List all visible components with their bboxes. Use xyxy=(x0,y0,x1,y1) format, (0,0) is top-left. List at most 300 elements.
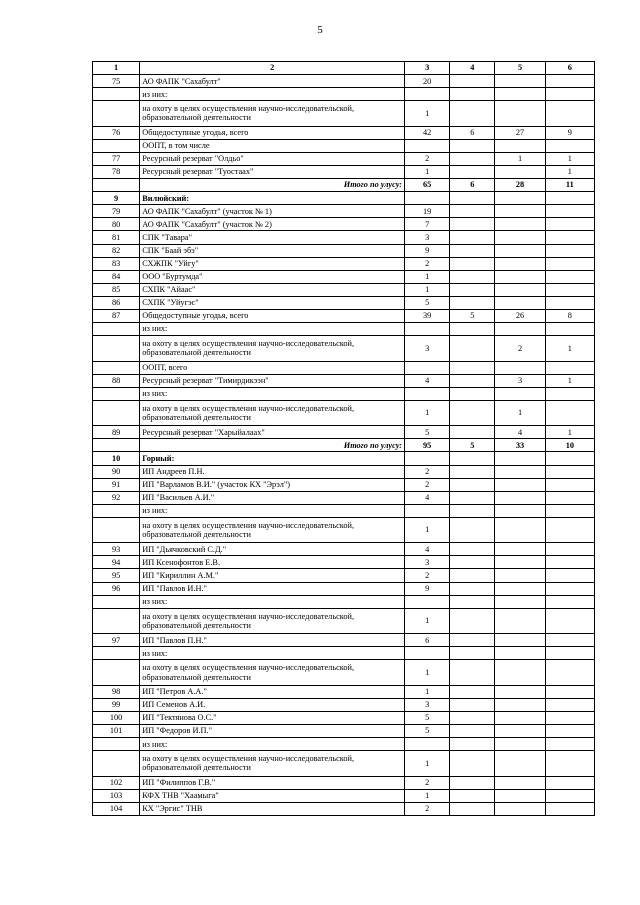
row-name-cell: ИП "Павлов П.Н." xyxy=(140,634,405,647)
row-name-cell: ИП Андреев П.Н. xyxy=(140,465,405,478)
value-cell xyxy=(495,491,545,504)
value-cell: 42 xyxy=(405,126,450,139)
row-number-cell: 9 xyxy=(93,192,140,205)
table-row xyxy=(93,776,595,789)
table-row xyxy=(93,361,595,374)
value-cell xyxy=(495,543,545,556)
table-row xyxy=(93,75,595,88)
table-row xyxy=(93,101,595,126)
value-cell xyxy=(495,283,545,296)
row-name-cell: Итого по улусу: xyxy=(140,439,405,452)
value-cell: 3 xyxy=(405,336,450,361)
value-cell: 1 xyxy=(405,608,450,633)
value-cell: 7 xyxy=(405,218,450,231)
value-cell: 1 xyxy=(405,165,450,178)
table-row xyxy=(93,582,595,595)
value-cell: 26 xyxy=(495,309,545,322)
row-name-cell: АО ФАПК "Сахабулт" (участок № 1) xyxy=(140,205,405,218)
table-row xyxy=(93,139,595,152)
value-cell xyxy=(450,685,495,698)
value-cell: 6 xyxy=(450,126,495,139)
header-cell: 5 xyxy=(495,62,545,75)
row-name-cell: СПК "Баай эбэ" xyxy=(140,244,405,257)
value-cell xyxy=(545,88,594,101)
value-cell: 4 xyxy=(405,543,450,556)
row-number-cell xyxy=(93,439,140,452)
total-row xyxy=(93,439,595,452)
row-name-cell: КХ "Эргис" ТНВ xyxy=(140,802,405,815)
row-number-cell xyxy=(93,387,140,400)
header-cell: 1 xyxy=(93,62,140,75)
value-cell xyxy=(405,192,450,205)
value-cell: 1 xyxy=(405,101,450,126)
row-number-cell: 102 xyxy=(93,776,140,789)
page-number: 5 xyxy=(317,24,323,36)
row-number-cell xyxy=(93,88,140,101)
table-row xyxy=(93,257,595,270)
value-cell xyxy=(545,270,594,283)
value-cell: 10 xyxy=(545,439,594,452)
value-cell: 11 xyxy=(545,179,594,192)
value-cell: 2 xyxy=(405,478,450,491)
value-cell xyxy=(495,165,545,178)
value-cell xyxy=(405,323,450,336)
value-cell: 9 xyxy=(545,126,594,139)
table-row xyxy=(93,478,595,491)
row-name-cell: из них: xyxy=(140,504,405,517)
value-cell xyxy=(405,595,450,608)
value-cell: 3 xyxy=(405,231,450,244)
row-name-cell: СХЖПК "Уйгу" xyxy=(140,257,405,270)
row-name-cell: на охоту в целях осуществления научно-исследовательской, образовательной деятельности xyxy=(140,101,405,126)
row-number-cell xyxy=(93,517,140,542)
value-cell: 5 xyxy=(405,296,450,309)
value-cell xyxy=(495,685,545,698)
row-name-cell: АО ФАПК "Сахабулт" (участок № 2) xyxy=(140,218,405,231)
table-row xyxy=(93,244,595,257)
row-number-cell: 84 xyxy=(93,270,140,283)
value-cell: 1 xyxy=(405,660,450,685)
value-cell xyxy=(495,608,545,633)
section-row xyxy=(93,192,595,205)
value-cell xyxy=(450,244,495,257)
value-cell xyxy=(545,139,594,152)
value-cell xyxy=(495,725,545,738)
row-name-cell: ООО "Буртумда" xyxy=(140,270,405,283)
row-number-cell: 96 xyxy=(93,582,140,595)
value-cell xyxy=(495,387,545,400)
value-cell xyxy=(450,517,495,542)
table-row xyxy=(93,270,595,283)
value-cell xyxy=(495,270,545,283)
table-row xyxy=(93,711,595,724)
header-cell: 2 xyxy=(140,62,405,75)
row-name-cell: из них: xyxy=(140,738,405,751)
value-cell: 5 xyxy=(450,439,495,452)
value-cell xyxy=(545,491,594,504)
row-number-cell: 99 xyxy=(93,698,140,711)
value-cell: 3 xyxy=(405,698,450,711)
value-cell: 65 xyxy=(405,179,450,192)
section-row xyxy=(93,452,595,465)
row-number-cell: 91 xyxy=(93,478,140,491)
value-cell: 27 xyxy=(495,126,545,139)
value-cell xyxy=(450,270,495,283)
value-cell xyxy=(450,647,495,660)
table-row xyxy=(93,387,595,400)
value-cell xyxy=(450,296,495,309)
value-cell xyxy=(545,296,594,309)
value-cell xyxy=(405,387,450,400)
table-row xyxy=(93,231,595,244)
table-body xyxy=(93,62,595,816)
value-cell: 95 xyxy=(405,439,450,452)
row-name-cell: Итого по улусу: xyxy=(140,179,405,192)
value-cell xyxy=(545,685,594,698)
value-cell xyxy=(450,802,495,815)
value-cell xyxy=(450,139,495,152)
value-cell xyxy=(545,789,594,802)
value-cell xyxy=(450,283,495,296)
value-cell xyxy=(545,647,594,660)
value-cell xyxy=(450,738,495,751)
value-cell xyxy=(450,400,495,425)
row-number-cell xyxy=(93,660,140,685)
value-cell xyxy=(450,776,495,789)
value-cell: 1 xyxy=(405,283,450,296)
value-cell xyxy=(545,595,594,608)
table-row xyxy=(93,608,595,633)
value-cell xyxy=(495,504,545,517)
value-cell xyxy=(495,101,545,126)
table-row xyxy=(93,725,595,738)
value-cell: 2 xyxy=(405,802,450,815)
value-cell xyxy=(450,569,495,582)
table-row xyxy=(93,336,595,361)
row-number-cell: 94 xyxy=(93,556,140,569)
row-number-cell: 98 xyxy=(93,685,140,698)
row-name-cell: ИП "Павлов И.Н." xyxy=(140,582,405,595)
value-cell xyxy=(545,634,594,647)
value-cell: 3 xyxy=(495,374,545,387)
value-cell xyxy=(545,400,594,425)
value-cell xyxy=(545,608,594,633)
row-name-cell: СХПК "Айаас" xyxy=(140,283,405,296)
row-number-cell: 82 xyxy=(93,244,140,257)
value-cell xyxy=(450,336,495,361)
value-cell xyxy=(545,323,594,336)
value-cell: 1 xyxy=(495,152,545,165)
value-cell xyxy=(495,257,545,270)
value-cell xyxy=(545,698,594,711)
value-cell xyxy=(450,698,495,711)
total-row xyxy=(93,179,595,192)
row-name-cell: СПК "Тавара" xyxy=(140,231,405,244)
row-name-cell: АО ФАПК "Сахабулт" xyxy=(140,75,405,88)
value-cell xyxy=(450,426,495,439)
value-cell xyxy=(545,218,594,231)
table-row xyxy=(93,374,595,387)
row-name-cell: на охоту в целях осуществления научно-исследовательской, образовательной деятельности xyxy=(140,517,405,542)
row-name-cell: ИП "Дьячковский С.Д." xyxy=(140,543,405,556)
value-cell xyxy=(495,595,545,608)
value-cell xyxy=(545,192,594,205)
header-cell: 3 xyxy=(405,62,450,75)
value-cell xyxy=(495,776,545,789)
value-cell xyxy=(405,139,450,152)
value-cell xyxy=(545,452,594,465)
value-cell: 39 xyxy=(405,309,450,322)
row-number-cell: 104 xyxy=(93,802,140,815)
row-number-cell: 89 xyxy=(93,426,140,439)
value-cell xyxy=(495,698,545,711)
value-cell xyxy=(545,478,594,491)
table-row xyxy=(93,491,595,504)
table-row xyxy=(93,634,595,647)
value-cell xyxy=(495,75,545,88)
value-cell xyxy=(450,660,495,685)
value-cell xyxy=(450,75,495,88)
value-cell xyxy=(545,751,594,776)
value-cell xyxy=(545,283,594,296)
value-cell xyxy=(495,569,545,582)
row-number-cell: 92 xyxy=(93,491,140,504)
row-number-cell xyxy=(93,139,140,152)
row-name-cell: Общедоступные угодья, всего xyxy=(140,309,405,322)
value-cell xyxy=(450,361,495,374)
value-cell xyxy=(450,725,495,738)
value-cell: 1 xyxy=(405,270,450,283)
row-number-cell xyxy=(93,179,140,192)
row-name-cell: из них: xyxy=(140,323,405,336)
value-cell xyxy=(450,491,495,504)
row-number-cell: 77 xyxy=(93,152,140,165)
value-cell xyxy=(545,543,594,556)
value-cell xyxy=(405,361,450,374)
value-cell xyxy=(450,582,495,595)
value-cell: 5 xyxy=(450,309,495,322)
row-number-cell xyxy=(93,323,140,336)
value-cell xyxy=(545,582,594,595)
row-number-cell: 87 xyxy=(93,309,140,322)
row-name-cell: Ресурсный резерват "Тимирдикээн" xyxy=(140,374,405,387)
value-cell: 28 xyxy=(495,179,545,192)
value-cell: 4 xyxy=(405,374,450,387)
value-cell xyxy=(450,152,495,165)
header-row xyxy=(93,62,595,75)
table-row xyxy=(93,802,595,815)
row-name-cell: ИП Ксенофонтов Е.В. xyxy=(140,556,405,569)
table-row xyxy=(93,685,595,698)
value-cell xyxy=(495,218,545,231)
value-cell xyxy=(495,231,545,244)
value-cell xyxy=(405,647,450,660)
value-cell: 5 xyxy=(405,711,450,724)
value-cell xyxy=(450,387,495,400)
row-number-cell: 83 xyxy=(93,257,140,270)
value-cell xyxy=(405,504,450,517)
table-row xyxy=(93,309,595,322)
row-name-cell: на охоту в целях осуществления научно-исследовательской, образовательной деятельности xyxy=(140,336,405,361)
value-cell xyxy=(450,595,495,608)
value-cell: 9 xyxy=(405,244,450,257)
value-cell: 1 xyxy=(545,152,594,165)
value-cell xyxy=(545,802,594,815)
value-cell xyxy=(495,361,545,374)
value-cell xyxy=(450,543,495,556)
value-cell: 8 xyxy=(545,309,594,322)
value-cell: 1 xyxy=(405,685,450,698)
table-row xyxy=(93,504,595,517)
value-cell: 4 xyxy=(495,426,545,439)
table-row xyxy=(93,283,595,296)
value-cell xyxy=(450,478,495,491)
value-cell xyxy=(545,75,594,88)
value-cell xyxy=(495,452,545,465)
table-row xyxy=(93,465,595,478)
value-cell: 2 xyxy=(405,465,450,478)
value-cell xyxy=(495,517,545,542)
row-name-cell: Горный: xyxy=(140,452,405,465)
value-cell: 5 xyxy=(405,426,450,439)
row-number-cell: 85 xyxy=(93,283,140,296)
value-cell xyxy=(495,465,545,478)
value-cell xyxy=(545,387,594,400)
table-row xyxy=(93,296,595,309)
value-cell: 1 xyxy=(405,400,450,425)
row-name-cell: ИП "Петров А.А." xyxy=(140,685,405,698)
value-cell xyxy=(450,88,495,101)
row-name-cell: ООПТ, всего xyxy=(140,361,405,374)
value-cell xyxy=(545,556,594,569)
table-row xyxy=(93,517,595,542)
row-number-cell xyxy=(93,361,140,374)
row-name-cell: из них: xyxy=(140,595,405,608)
row-name-cell: Общедоступные угодья, всего xyxy=(140,126,405,139)
table-row xyxy=(93,556,595,569)
value-cell xyxy=(495,582,545,595)
row-number-cell xyxy=(93,751,140,776)
table-row xyxy=(93,400,595,425)
table-row xyxy=(93,569,595,582)
table-row xyxy=(93,543,595,556)
value-cell xyxy=(495,751,545,776)
value-cell: 1 xyxy=(545,374,594,387)
table-row xyxy=(93,126,595,139)
value-cell xyxy=(545,711,594,724)
row-number-cell xyxy=(93,738,140,751)
row-name-cell: на охоту в целях осуществления научно-исследовательской, образовательной деятельности xyxy=(140,400,405,425)
value-cell xyxy=(450,465,495,478)
row-number-cell xyxy=(93,336,140,361)
row-name-cell: ИП "Васильев А.И." xyxy=(140,491,405,504)
value-cell: 6 xyxy=(450,179,495,192)
row-number-cell: 88 xyxy=(93,374,140,387)
value-cell: 1 xyxy=(495,400,545,425)
row-name-cell: на охоту в целях осуществления научно-исследовательской, образовательной деятельности xyxy=(140,660,405,685)
table-row xyxy=(93,789,595,802)
value-cell xyxy=(495,647,545,660)
value-cell xyxy=(545,361,594,374)
row-number-cell: 81 xyxy=(93,231,140,244)
value-cell: 3 xyxy=(405,556,450,569)
table-row xyxy=(93,647,595,660)
value-cell xyxy=(450,323,495,336)
table-row xyxy=(93,218,595,231)
value-cell xyxy=(545,660,594,685)
table-row xyxy=(93,88,595,101)
row-number-cell: 95 xyxy=(93,569,140,582)
value-cell xyxy=(495,802,545,815)
row-name-cell: ИП Семенов А.И. xyxy=(140,698,405,711)
row-number-cell xyxy=(93,400,140,425)
hunting-grounds-table xyxy=(92,61,595,816)
value-cell: 1 xyxy=(545,426,594,439)
table-row xyxy=(93,698,595,711)
value-cell xyxy=(405,738,450,751)
value-cell xyxy=(450,711,495,724)
table-row xyxy=(93,738,595,751)
row-name-cell: из них: xyxy=(140,387,405,400)
value-cell xyxy=(495,634,545,647)
row-number-cell: 100 xyxy=(93,711,140,724)
value-cell xyxy=(495,738,545,751)
table-row xyxy=(93,426,595,439)
row-name-cell: Ресурсный резерват "Туостаах" xyxy=(140,165,405,178)
row-number-cell: 101 xyxy=(93,725,140,738)
table-row xyxy=(93,323,595,336)
value-cell xyxy=(545,465,594,478)
value-cell xyxy=(495,556,545,569)
row-name-cell: ООПТ, в том числе xyxy=(140,139,405,152)
row-name-cell: ИП "Федоров И.П." xyxy=(140,725,405,738)
table-row xyxy=(93,165,595,178)
table-row xyxy=(93,152,595,165)
value-cell: 1 xyxy=(545,165,594,178)
value-cell xyxy=(495,296,545,309)
value-cell xyxy=(495,660,545,685)
value-cell xyxy=(450,165,495,178)
value-cell xyxy=(495,789,545,802)
row-number-cell: 86 xyxy=(93,296,140,309)
value-cell xyxy=(450,101,495,126)
row-number-cell: 97 xyxy=(93,634,140,647)
value-cell: 1 xyxy=(405,751,450,776)
value-cell: 19 xyxy=(405,205,450,218)
row-number-cell xyxy=(93,504,140,517)
value-cell: 2 xyxy=(405,152,450,165)
row-number-cell: 90 xyxy=(93,465,140,478)
row-name-cell: Вилюйский: xyxy=(140,192,405,205)
row-name-cell: из них: xyxy=(140,647,405,660)
row-number-cell xyxy=(93,595,140,608)
value-cell: 2 xyxy=(495,336,545,361)
value-cell xyxy=(545,569,594,582)
value-cell xyxy=(450,634,495,647)
value-cell: 33 xyxy=(495,439,545,452)
value-cell xyxy=(495,711,545,724)
value-cell: 1 xyxy=(405,789,450,802)
value-cell xyxy=(545,738,594,751)
value-cell xyxy=(405,88,450,101)
row-name-cell: Ресурсный резерват "Олдьо" xyxy=(140,152,405,165)
value-cell xyxy=(450,257,495,270)
row-name-cell: СХПК "Уйугэс" xyxy=(140,296,405,309)
value-cell: 9 xyxy=(405,582,450,595)
row-name-cell: ИП "Тектянова О.С." xyxy=(140,711,405,724)
header-cell: 6 xyxy=(545,62,594,75)
value-cell xyxy=(450,205,495,218)
